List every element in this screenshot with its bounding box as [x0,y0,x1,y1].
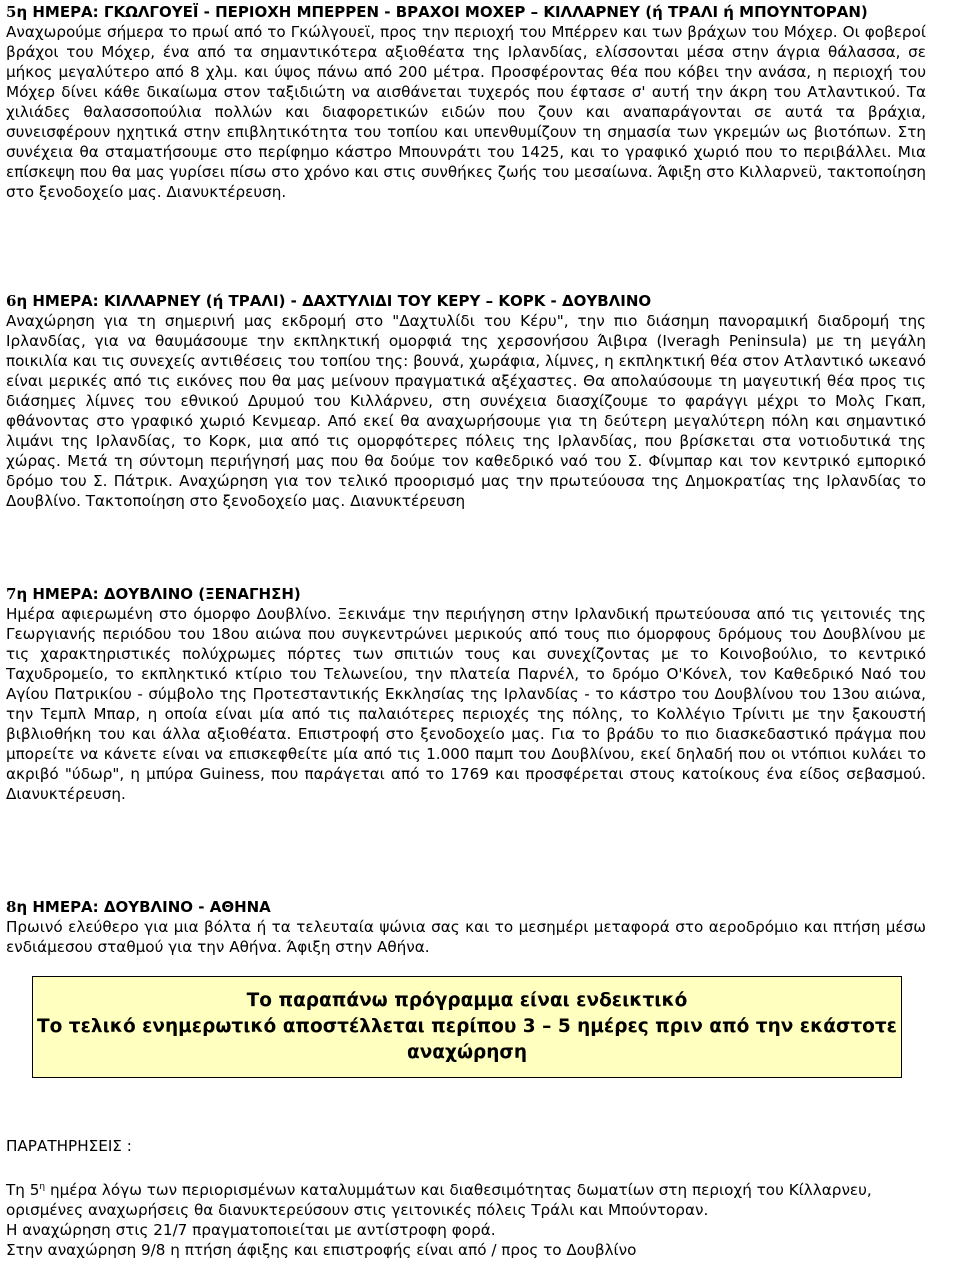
remarks-line-1 [6,1180,926,1220]
remarks-line-2: Η αναχώρηση στις 21/7 πραγματοποιείται με αντίστροφη φορά. [6,1221,496,1239]
day-7-number: 7 [6,585,17,603]
day-8-title: η ΗΜΕΡΑ: ΔΟΥΒΛΙΝΟ - ΑΘΗΝΑ [16,898,271,916]
day-5-section [6,2,926,202]
day-8-section [6,897,926,957]
day-6-section [6,291,926,511]
day-6-title: η ΗΜΕΡΑ: ΚΙΛΛΑΡΝΕΥ (ή ΤΡΑΛΙ) - ΔΑΧΤΥΛΙΔΙ ΤΟΥ ΚΕΡΥ – ΚΟΡΚ - ΔΟΥΒΛΙΝΟ [16,292,652,310]
day-6-description: Αναχώρηση για τη σημερινή μας εκδρομή στο "Δαχτυλίδι του Κέρυ", την πιο διάσημη πανοραμική διαδρομή της Ιρλανδίας, για να θαυμάσουμε την εκπληκτική ομορφιά της χερσονήσου Άιβιρα (Iveragh Peninsula) με τη μεγάλη ποικιλία και τις συνεχείς αντιθέσεις του τοπίου της: βουνά, χωράφια, λίμνες, η εκπληκτική θέα στον Ατλαντικό ωκεανό είναι μερικές από τις εικόνες που θα μας μείνουν πραγματικά αξέχαστες. Θα απολαύσουμε τη μαγευτική θέα προς τις διάσημες λίμνες του εθνικού Δρυμού του Κιλλάρνευ, στη συνέχεια διασχίζουμε το φαράγγι μέχρι το Μολς Γκαπ, φθάνοντας στο γραφικό χωριό Κενμεαρ. Από εκεί θα αναχωρήσουμε για τη δεύτερη μεγαλύτερη πόλη και σημαντικό λιμάνι της Ιρλανδίας, το Κορκ, μια από τις ομορφότερες πόλεις της Ιρλανδίας, που βρίσκεται στα νοτιοδυτικά της χώρας. Μετά τη σύντομη περιήγησή μας που θα δούμε τον καθεδρικό ναό του Σ. Φίνμπαρ και τον κεντρικό εμπορικό δρόμο του Σ. Πάτρικ. Αναχώρηση για τον τελικό προορισμό μας την πρωτεύουσα της Δημοκρατίας της Ιρλανδίας το Δουβλίνο. Τακτοποίηση στο ξενοδοχείο μας. Διανυκτέρευση [6,312,926,510]
day-5-number: 5 [6,3,17,21]
remarks-line-3: Στην αναχώρηση 9/8 η πτήση άφιξης και επιστροφής είναι από / προς το Δουβλίνο [6,1241,637,1259]
day-7-description: Ημέρα αφιερωμένη στο όμορφο Δουβλίνο. Ξεκινάμε την περιήγηση στην Ιρλανδική πρωτεύουσα από τις γειτονιές της Γεωργιανής περιόδου του 18ου αιώνα που συγκεντρώνει μερικούς από τους πιο όμορφους δρόμους του Δουβλίνου με τις χαρακτηριστικές πολύχρωμες πόρτες των σπιτιών τους και συνεχίζοντας με το Κοινοβούλιο, το κεντρικό Ταχυδρομείο, το εκπληκτικό κτίριο του Τελωνείου, την πλατεία Παρνέλ, το δρόμο Ο'Κόνελ, τον Καθεδρικό Ναό του Αγίου Πατρικίου - σύμβολο της Προτεσταντικής Εκκλησίας της Ιρλανδίας - το κάστρο του Δουβλίνου του 13ου αιώνα, την Τεμπλ Μπαρ, η οποία είναι μία από τις παλαιότερες περιοχές της πόλης, το Κολλέγιο Τρίνιτι με την ξακουστή βιβλιοθήκη του και άλλα αξιοθέατα. Επιστροφή στο ξενοδοχείο μας. Για το βράδυ το πιο διασκεδαστικό πράγμα που μπορείτε να κάνετε είναι να επισκεφθείτε μία από τις 1.000 παμπ του Δουβλίνου, εκεί δηλαδή που οι ντόπιοι κυλάει το ακριβό "ύδωρ", η μπύρα Guiness, που παράγεται από το 1769 και προσφέρεται στους κατοίκους ένα είδος σεβασμού. Διανυκτέρευση. [6,605,926,803]
remarks-section [6,1136,926,1260]
day-5-description: Αναχωρούμε σήμερα το πρωί από το Γκώλγουεϊ, προς την περιοχή του Μπέρρεν και των βράχων του Μόχερ. Οι φοβεροί βράχοι του Μόχερ, ένα από τα σημαντικότερα αξιοθέατα της Ιρλανδίας, ελίσσονται μέσα στην άγρια θάλασσα, σε μήκος μεγαλύτερο από 8 χλμ. και ύψος πάνω από 200 μέτρα. Προσφέροντας θέα που κόβει την ανάσα, η περιοχή του Μόχερ δίνει κάθε δικαίωμα στον ταξιδιώτη να αισθάνεται τυχερός που έφτασε σ' αυτή την άκρη του Ατλαντικού. Τα χιλιάδες θαλασσοπούλια πολλών και διαφορετικών ειδών που ζουν και αναπαράγονται σε αυτά τα βράχια, συνεισφέρουν ηχητικά στην επιβλητικότητα του τοπίου και υπενθυμίζουν τη σημασία των γκρεμών ως βιοτόπων. Στη συνέχεια θα σταματήσουμε στο περίφημο κάστρο Μπουνράτι του 1425, και το γραφικό χωριό που το περιβάλλει. Μια επίσκεψη που θα μας γυρίσει πίσω στο χρόνο και στις συνθήκες ζωής του μεσαίωνα. Άφιξη στο Κιλλαρνεϋ, τακτοποίηση στο ξενοδοχείο μας. Διανυκτέρευση. [6,23,926,201]
day-7-heading [6,584,926,604]
day-6-heading [6,291,926,311]
day-6-number: 6 [6,292,17,310]
day-5-title: η ΗΜΕΡΑ: ΓΚΩΛΓΟΥΕΪ - ΠΕΡΙΟΧΗ ΜΠΕΡΡΕΝ - ΒΡΑΧΟΙ ΜΟΧΕΡ – ΚΙΛΛΑΡΝΕΥ (ή ΤΡΑΛΙ ή ΜΠΟΥΝΤΟΡΑΝ) [16,3,868,21]
remarks-line-1-prefix: Τη 5 [6,1181,40,1199]
day-7-section [6,584,926,804]
day-8-heading [6,897,926,917]
notice-line-1: Το παραπάνω πρόγραμμα είναι ενδεικτικό [246,990,688,1011]
day-7-title: η ΗΜΕΡΑ: ΔΟΥΒΛΙΝΟ (ΞΕΝΑΓΗΣΗ) [16,585,301,603]
remarks-line-1-sup: η [39,1181,46,1192]
notice-line-2: Το τελικό ενημερωτικό αποστέλλεται περίπου 3 – 5 ημέρες πριν από την εκάστοτε αναχώρηση [37,1016,897,1063]
day-5-heading [6,2,926,22]
day-8-description: Πρωινό ελεύθερο για μια βόλτα ή τα τελευταία ψώνια σας και το μεσημέρι μεταφορά στο αεροδρόμιο και πτήση μέσω ενδιάμεσου σταθμού για την Αθήνα. Άφιξη στην Αθήνα. [6,918,926,956]
day-8-number: 8 [6,898,17,916]
remarks-line-1-text: ημέρα λόγω των περιορισμένων καταλυμμάτων και διαθεσιμότητας δωματίων στη περιοχή του Κίλλαρνευ, ορισμένες αναχωρήσεις θα διανυκτερεύσουν στις γειτονικές πόλεις Τράλι και Μπούντοραν. [6,1181,872,1219]
program-notice-box [32,976,902,1078]
remarks-title: ΠΑΡΑΤΗΡΗΣΕΙΣ : [6,1137,132,1155]
